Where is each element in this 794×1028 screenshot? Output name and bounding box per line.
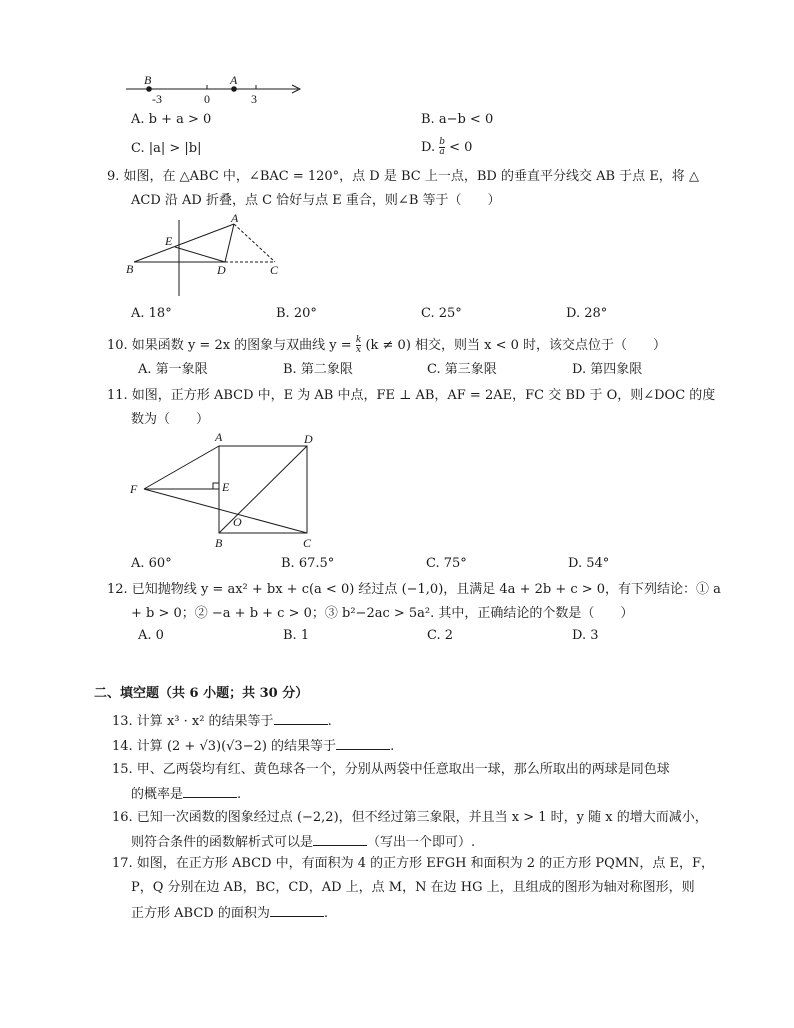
q10-stem bbox=[107, 336, 666, 355]
q11-option-a: A. 60° bbox=[131, 556, 172, 571]
q12-stem-line2: + b > 0；② −a + b + c > 0；③ b²−2ac > 5a². 其中，正确结论的个数是（ ） bbox=[131, 606, 634, 621]
q8-option-a: A. b + a > 0 bbox=[131, 112, 212, 127]
q9-label-b: B bbox=[126, 262, 134, 276]
q11-option-c: C. 75° bbox=[426, 556, 467, 571]
q11-label-a: A bbox=[215, 430, 223, 444]
q15-answer-blank[interactable] bbox=[183, 785, 237, 798]
q13-answer-blank[interactable] bbox=[274, 712, 328, 725]
point-a-dot bbox=[231, 86, 237, 92]
q8-number-line bbox=[120, 70, 310, 106]
q17-answer-blank[interactable] bbox=[270, 904, 324, 917]
q17-stem-line1: 17. 如图，在正方形 ABCD 中，有面积为 4 的正方形 EFGH 和面积为 2 的正方形 PQMN，点 E，F， bbox=[112, 856, 715, 871]
point-a-label: A bbox=[230, 73, 238, 87]
q17-period: . bbox=[323, 906, 328, 921]
point-b-dot bbox=[146, 86, 152, 92]
q15-period: . bbox=[237, 787, 242, 802]
q8-option-d bbox=[421, 138, 472, 157]
q9-label-d: D bbox=[217, 263, 226, 277]
q16-stem-line2 bbox=[131, 833, 475, 851]
q10-option-b: B. 第二象限 bbox=[283, 362, 353, 377]
q9-option-a: A. 18° bbox=[131, 306, 172, 321]
q15-stem-line2 bbox=[131, 785, 241, 803]
q11-stem-line2: 数为（ ） bbox=[131, 412, 210, 427]
q16-hint: （写出一个即可）. bbox=[367, 835, 476, 850]
q16-text-line2: 则符合条件的函数解析式可以是 bbox=[131, 835, 314, 850]
q9-label-e: E bbox=[165, 234, 173, 248]
q11-label-c: C bbox=[303, 536, 312, 550]
q9-stem-line2: ACD 沿 AD 折叠，点 C 恰好与点 E 重合，则∠B 等于（ ） bbox=[131, 193, 501, 208]
q11-stem-line1: 11. 如图，正方形 ABCD 中，E 为 AB 中点，FE ⊥ AB，AF = 2AE，FC 交 BD 于 O，则∠DOC 的度 bbox=[107, 388, 716, 403]
q14-stem bbox=[112, 737, 394, 755]
q11-label-d: D bbox=[304, 432, 313, 446]
q13-period: . bbox=[327, 714, 332, 729]
q10-option-d: D. 第四象限 bbox=[572, 362, 643, 377]
q11-label-b: B bbox=[215, 536, 223, 550]
q10-option-a: A. 第一象限 bbox=[138, 362, 208, 377]
q9-label-a: A bbox=[231, 211, 239, 225]
q14-answer-blank[interactable] bbox=[336, 737, 390, 750]
q8-option-d-fraction: $\frac{b}{a}$ bbox=[439, 137, 445, 157]
q9-label-c: C bbox=[270, 263, 279, 277]
point-b-label: B bbox=[144, 73, 152, 87]
q9-triangle-figure bbox=[120, 210, 290, 300]
q13-text: 13. 计算 x³ · x² 的结果等于 bbox=[112, 714, 274, 729]
q12-option-b: B. 1 bbox=[283, 628, 310, 643]
q8-option-b: B. a−b < 0 bbox=[421, 112, 494, 127]
q17-text-line3: 正方形 ABCD 的面积为 bbox=[131, 906, 270, 921]
q9-stem-line1: 9. 如图，在 △ABC 中，∠BAC = 120°，点 D 是 BC 上一点，BD 的垂直平分线交 AB 于点 E，将 △ bbox=[107, 169, 699, 184]
q9-option-c: C. 25° bbox=[421, 306, 462, 321]
q11-label-o: O bbox=[233, 515, 242, 529]
q11-label-e: E bbox=[222, 480, 230, 494]
q9-option-b: B. 20° bbox=[276, 306, 317, 321]
q17-stem-line2: P，Q 分别在边 AB，BC，CD，AD 上，点 M，N 在边 HG 上，且组成的图形为轴对称图形，则 bbox=[131, 880, 695, 895]
q8-option-c: C. |a| > |b| bbox=[131, 141, 202, 156]
q17-stem-line3 bbox=[131, 904, 328, 922]
q15-text-line2: 的概率是 bbox=[131, 787, 184, 802]
q15-stem-line1: 15. 甲、乙两袋均有红、黄色球各一个，分别从两袋中任意取出一球，那么所取出的两球是同色球 bbox=[112, 762, 670, 777]
q11-option-d: D. 54° bbox=[568, 556, 610, 571]
q12-option-a: A. 0 bbox=[138, 628, 164, 643]
tick-label-neg3: -3 bbox=[152, 92, 162, 106]
tick-label-0: 0 bbox=[204, 92, 210, 106]
q11-square-figure bbox=[122, 428, 327, 553]
q14-text: 14. 计算 (2 + √3)(√3−2) 的结果等于 bbox=[112, 739, 337, 754]
q10-fraction: $\frac{k}{x}$ bbox=[355, 335, 362, 355]
q8-option-d-label: D. bbox=[421, 140, 436, 155]
q12-option-c: C. 2 bbox=[427, 628, 454, 643]
section2-heading: 二、填空题（共 6 小题；共 30 分） bbox=[94, 686, 309, 701]
q11-option-b: B. 67.5° bbox=[281, 556, 335, 571]
q10-stem-pre: 10. 如果函数 y = 2x 的图象与双曲线 y = bbox=[107, 338, 352, 353]
q14-period: . bbox=[390, 739, 395, 754]
q10-stem-post: (k ≠ 0) 相交，则当 x < 0 时，该交点位于（ ） bbox=[365, 338, 667, 353]
q12-stem-line1: 12. 已知抛物线 y = ax² + bx + c(a < 0) 经过点 (−1,0)，且满足 4a + 2b + c > 0，有下列结论：① a bbox=[107, 582, 721, 597]
q16-answer-blank[interactable] bbox=[313, 833, 367, 846]
q13-stem bbox=[112, 712, 332, 730]
q9-option-d: D. 28° bbox=[566, 306, 608, 321]
q11-label-f: F bbox=[130, 482, 138, 496]
tick-label-3: 3 bbox=[251, 92, 257, 106]
q8-option-d-inequality: < 0 bbox=[449, 140, 473, 155]
q12-option-d: D. 3 bbox=[572, 628, 599, 643]
q16-stem-line1: 16. 已知一次函数的图象经过点 (−2,2)，但不经过第三象限，并且当 x > 1 时，y 随 x 的增大而减小， bbox=[112, 810, 708, 825]
q10-option-c: C. 第三象限 bbox=[427, 362, 497, 377]
